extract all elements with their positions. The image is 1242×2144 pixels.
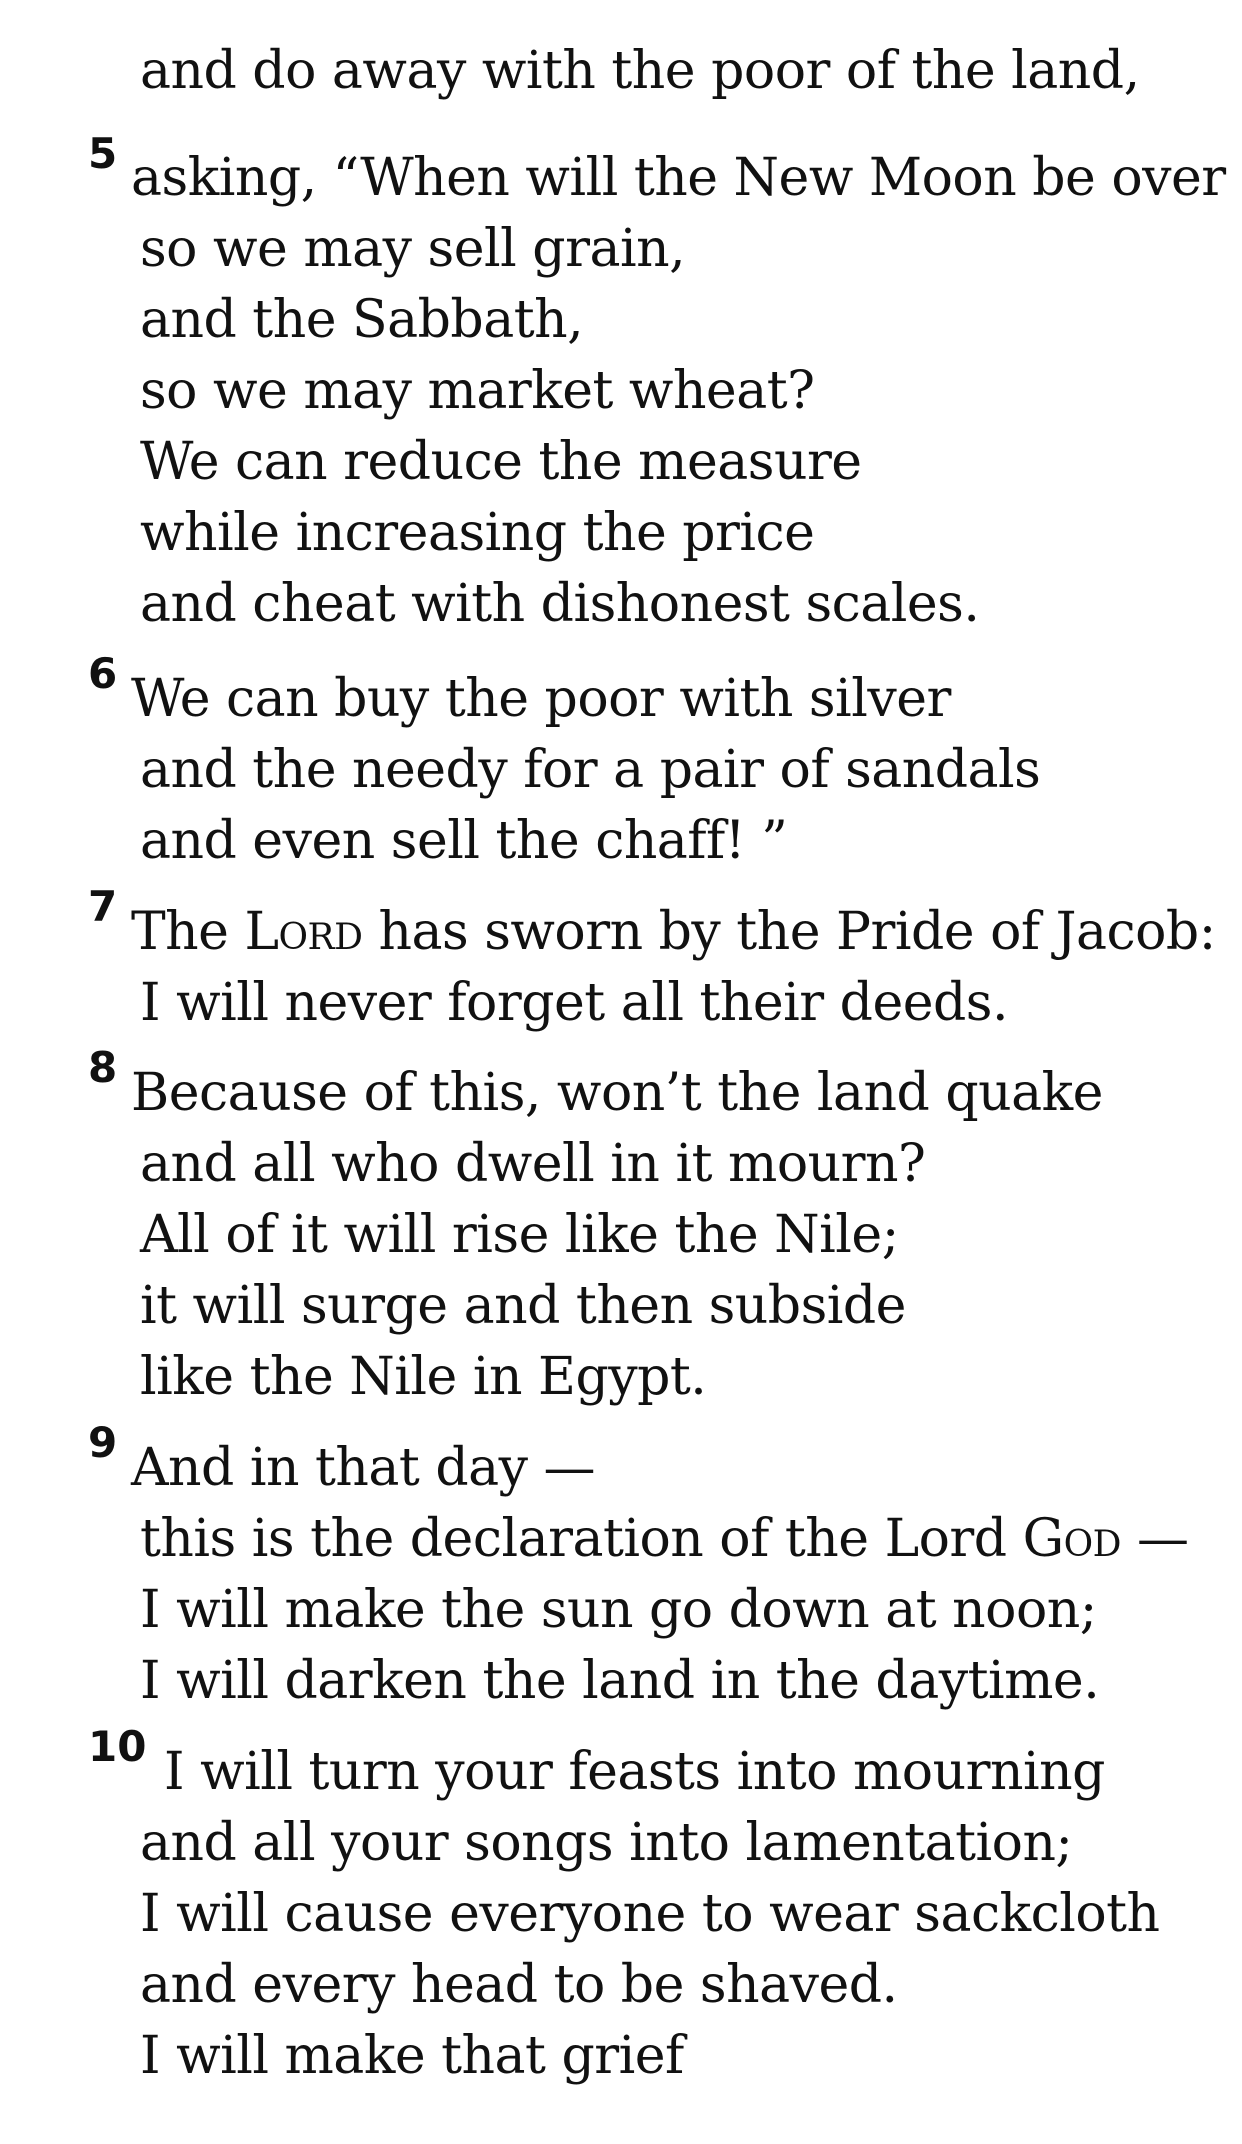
verse-10-line-4: and every head to be shaved.	[140, 1955, 898, 2015]
verse-number-5: 5	[88, 129, 118, 178]
verse-5-line-2: so we may sell grain,	[140, 219, 686, 279]
verse-number-8: 8	[88, 1043, 118, 1092]
verse-7-text-b: has sworn by the Pride of Jacob:	[378, 902, 1216, 962]
verse-9-dash: —	[1137, 1509, 1189, 1569]
divine-name-lord: Lord	[244, 902, 363, 962]
verse-10-line-2: and all your songs into lamentation;	[140, 1813, 1073, 1873]
verse-6-line-3: and even sell the chaff! ”	[140, 811, 788, 871]
verse-8-line-2: and all who dwell in it mourn?	[140, 1134, 926, 1194]
verse-9-text-a: this is the declaration of the Lord	[140, 1509, 1007, 1569]
verse-5-line-3: and the Sabbath,	[140, 290, 584, 350]
verse-5-line-5: We can reduce the measure	[140, 432, 862, 492]
verse-5-line-7: and cheat with dishonest scales.	[140, 574, 980, 634]
verse-6-line-2: and the needy for a pair of sandals	[140, 740, 1041, 800]
verse-number-7: 7	[88, 882, 118, 931]
verse-7-line-1	[131, 897, 1216, 967]
verse-8-line-1: Because of this, won’t the land quake	[131, 1063, 1103, 1123]
verse-4-line: and do away with the poor of the land,	[140, 41, 1140, 101]
verse-number-9: 9	[88, 1418, 118, 1467]
divine-name-god: God	[1022, 1509, 1122, 1569]
verse-6-line-1: We can buy the poor with silver	[131, 669, 951, 729]
verse-9-line-1: And in that day —	[131, 1438, 596, 1498]
verse-10-line-3: I will cause everyone to wear sackcloth	[140, 1884, 1160, 1944]
verse-number-6: 6	[88, 649, 118, 698]
verse-7-line-2: I will never forget all their deeds.	[140, 973, 1009, 1033]
verse-8-line-4: it will surge and then subside	[140, 1276, 906, 1336]
verse-9-line-2	[140, 1504, 1189, 1574]
verse-9-line-3: I will make the sun go down at noon;	[140, 1580, 1097, 1640]
verse-10-line-1: I will turn your feasts into mourning	[164, 1742, 1105, 1802]
verse-8-line-3: All of it will rise like the Nile;	[140, 1205, 899, 1265]
verse-7-text-a: The	[131, 902, 229, 962]
verse-number-10: 10	[88, 1722, 147, 1771]
verse-10-line-5: I will make that grief	[140, 2026, 684, 2086]
verse-5-line-6: while increasing the price	[140, 503, 815, 563]
verse-5-line-4: so we may market wheat?	[140, 361, 815, 421]
verse-9-line-4: I will darken the land in the daytime.	[140, 1651, 1100, 1711]
verse-5-line-1: asking, “When will the New Moon be over	[131, 148, 1226, 208]
verse-8-line-5: like the Nile in Egypt.	[140, 1347, 707, 1407]
